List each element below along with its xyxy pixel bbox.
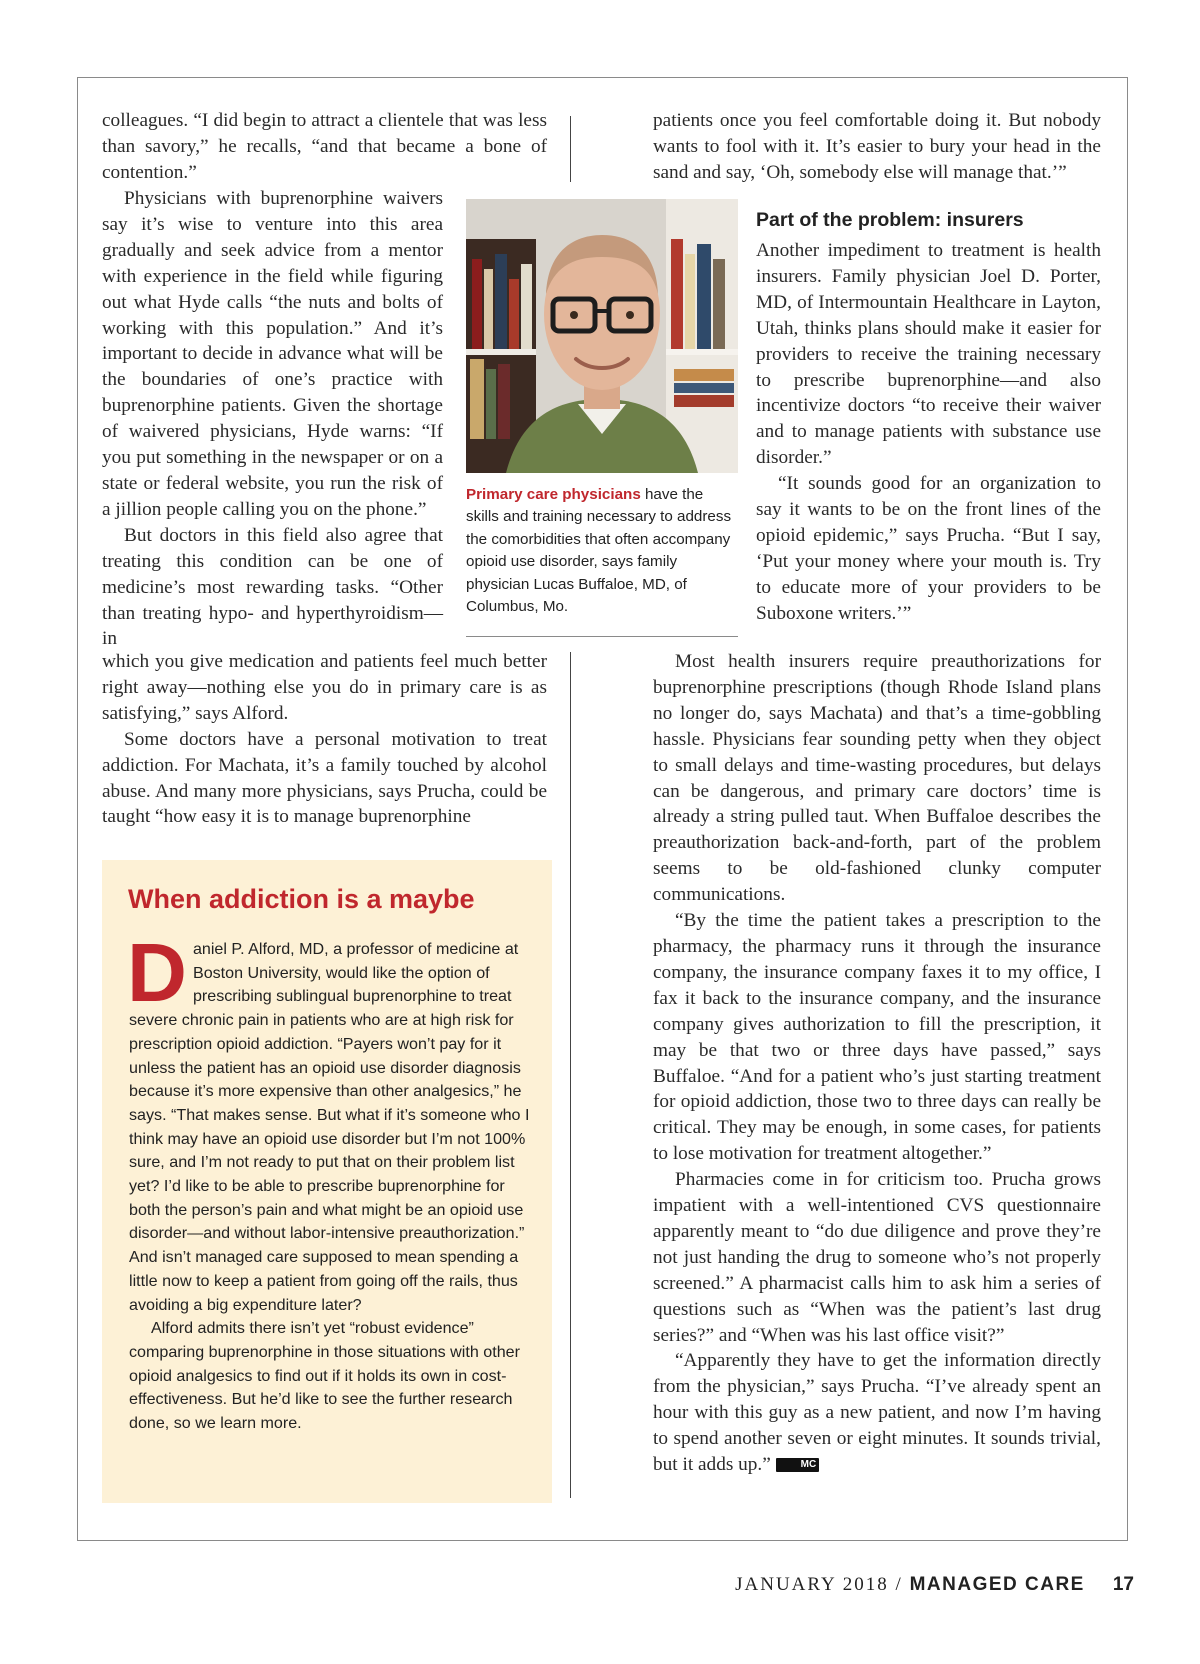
left-column-wrap	[102, 186, 443, 652]
page-footer	[735, 1574, 1134, 1596]
paragraph: “It sounds good for an organization to say it wants to be on the front lines of the opioid epidemic,” says Prucha. “But I say, ‘Put your money where your mouth is. Try to educate more of your providers to be Suboxone writers.’”	[756, 473, 1101, 624]
physician-portrait	[466, 199, 738, 473]
page-number: 17	[1112, 1574, 1134, 1595]
issue-date: JANUARY 2018 /	[735, 1574, 910, 1595]
paragraph: Pharmacies come in for criticism too. Prucha grows impatient with a well-intentioned CVS questionnaire apparently meant to “do due diligence and prove they’re not just handing the drug to someone who’s not properly screened.” A pharmacist calls him to ask him a series of questions such as “When was the patient’s last drug series?” and “When was his last office visit?”	[653, 1169, 1101, 1346]
caption-text: have the skills and training necessary to address the comorbidities that often accompany opioid use disorder, says family physician Lucas Buffaloe, MD, of Columbus, Mo.	[466, 486, 732, 616]
magazine-name: MANAGED CARE	[909, 1574, 1085, 1595]
paragraph: colleagues. “I did begin to attract a clientele that was less than savory,” he recalls, “and that became a bone of contention.”	[102, 110, 547, 183]
right-column-bottom	[653, 649, 1101, 1478]
paragraph: patients once you feel comfortable doing it. But nobody wants to fool with it. It’s easier to bury your head in the sand and say, ‘Oh, somebody else will manage that.’”	[653, 110, 1101, 183]
section-subhead: Part of the problem: insurers	[756, 209, 1024, 231]
photo-caption	[466, 484, 738, 618]
paragraph: Most health insurers require preauthorizations for buprenorphine prescriptions (though Rhode Island plans no longer do, says Machata) and that’s a time-gobbling hassle. Physicians fear sounding petty when they object to small delays and time-wasting procedures, but delays can be dangerous, and primary care doctors’ time is already a string pulled taut. When Buffaloe describes the preauthorization back-and-forth, part of the problem seems to be old-fashioned clunky computer communications.	[653, 651, 1101, 906]
paragraph	[653, 1348, 1101, 1478]
right-column-top	[653, 108, 1101, 186]
sidebar-paragraph: aniel P. Alford, MD, a professor of medicine at Boston University, would like the option of prescribing sublingual buprenorphine to treat severe chronic pain in patients who are at high risk for prescription opioid addiction. “Payers won’t pay for it unless the patient has an opioid use disorder diagnosis because it’s more expensive than other analgesics,” he says. “That makes sense. But what if it’s someone who I think may have an opioid use disorder but I’m not 100% sure, and I’m not ready to put that on their problem list yet? I’d like to be able to prescribe buprenorphine for both the person’s pain and what might be an opioid use disorder—and without labor-intensive preauthorization.” And isn’t managed care supposed to mean spending a little now to keep a patient from going off the rails, thus avoiding a big expenditure later?	[129, 940, 530, 1314]
right-column-wrap	[756, 238, 1101, 627]
sidebar-box	[102, 860, 552, 1503]
caption-rule	[466, 636, 738, 637]
column-rule	[570, 652, 571, 1498]
final-paragraph-text: “Apparently they have to get the information directly from the physician,” says Prucha. “I’ve already spent an hour with this guy as a new patient, and now I’m having to spend another seven or eight minutes. It sounds trivial, but it adds up.”	[653, 1350, 1101, 1476]
paragraph: “By the time the patient takes a prescription to the pharmacy, the pharmacy runs it through the insurance company, the insurance company faxes it to my office, I fax it back to the insurance company, and the insurance company gives authorization to fill the prescription, it may be that two or three days have passed,” says Buffaloe. “And for a patient who’s just starting treatment for opioid addiction, those two to three days can really be critical. They may be enough, in some cases, for patients to lose motivation for treatment altogether.”	[653, 910, 1101, 1165]
paragraph: But doctors in this field also agree that treating this condition can be one of medicine’s most rewarding tasks. “Other than treating hypo- and hyperthyroidism—in	[102, 524, 443, 650]
end-mark-icon: MC	[776, 1458, 820, 1472]
left-column-top	[102, 108, 547, 186]
caption-lead: Primary care physicians	[466, 486, 641, 503]
left-column-bottom	[102, 649, 547, 830]
paragraph: which you give medication and patients feel much better right away—nothing else you do in primary care is as satisfying,” says Alford.	[102, 651, 547, 724]
drop-cap: D	[127, 926, 187, 1019]
sidebar-paragraph: Alford admits there isn’t yet “robust evidence” comparing buprenorphine in those situations with other opioid analgesics to find out if it holds its own in cost-effectiveness. But he’d like to see the further research done, so we learn more.	[129, 1319, 520, 1433]
paragraph: Some doctors have a personal motivation to treat addiction. For Machata, it’s a family touched by alcohol abuse. And many more physicians, says Prucha, could be taught “how easy it is to manage buprenorphine	[102, 728, 547, 828]
sidebar-title: When addiction is a maybe	[128, 884, 475, 914]
paragraph: Physicians with buprenorphine waivers say it’s wise to venture into this area gradually and seek advice from a mentor with experience in the field while figuring out what Hyde calls “the nuts and bolts of working with this population.” And it’s important to decide in advance what will be the boundaries of one’s practice with buprenorphine patients. Given the shortage of waivered physicians, Hyde warns: “If you put something in the newspaper or on a state or federal website, you run the risk of a jillion people calling you on the phone.”	[102, 188, 443, 520]
column-rule	[570, 116, 571, 182]
sidebar-body	[127, 926, 531, 1436]
paragraph: Another impediment to treatment is health insurers. Family physician Joel D. Porter, MD, of Intermountain Healthcare in Layton, Utah, thinks plans should make it easier for providers to receive the training necessary to prescribe buprenorphine—and also incentivize doctors “to receive their waiver and to manage patients with substance use disorder.”	[756, 240, 1101, 469]
physician-photo	[466, 199, 738, 473]
